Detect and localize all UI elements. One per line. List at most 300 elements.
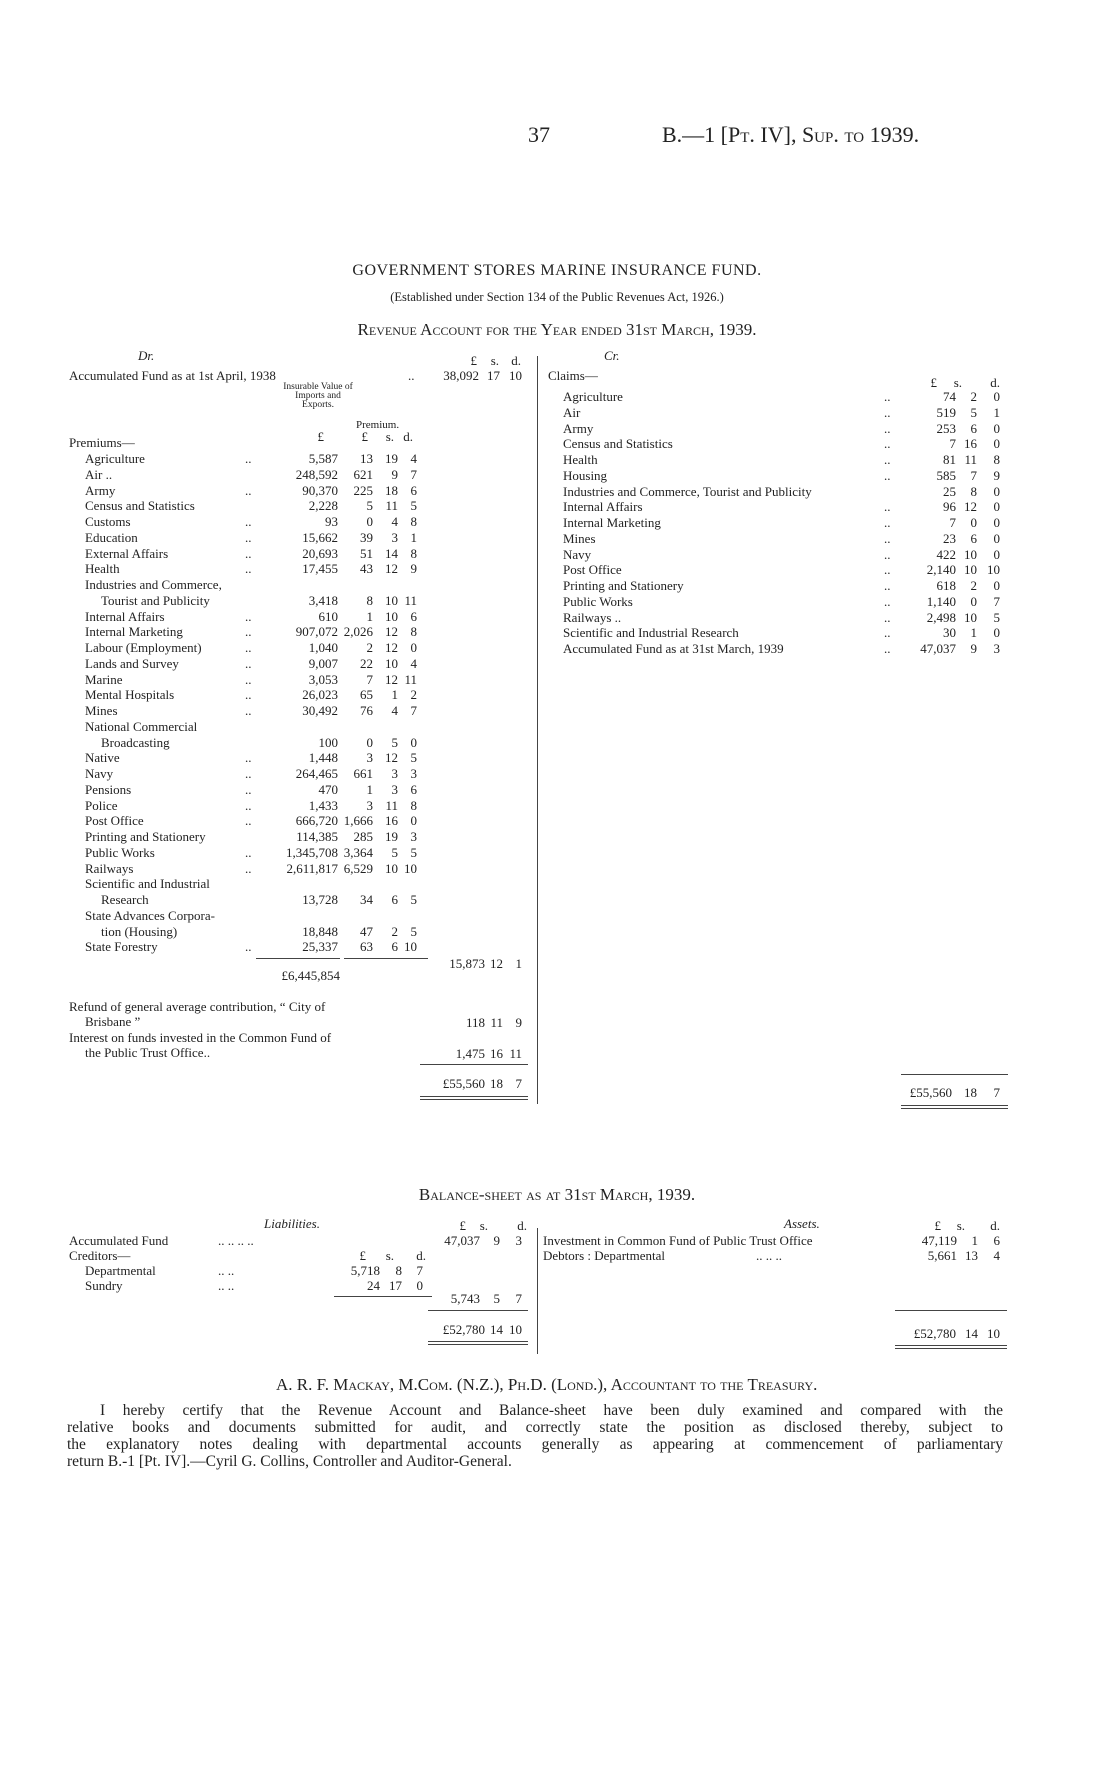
premium-pounds: 1	[366, 609, 373, 624]
claim-pounds: 1,140	[926, 594, 956, 609]
accumulated-fund-dots: .. .. .. ..	[218, 1233, 254, 1248]
premium-insurable-value: 17,455	[302, 561, 338, 576]
claims-label: Claims—	[548, 368, 598, 383]
premium-item-name: Railways	[85, 861, 134, 876]
claim-item-dots: ..	[884, 625, 891, 640]
premium-item-name: Industries and Commerce,	[85, 577, 222, 592]
premium-pounds: 7	[366, 672, 373, 687]
premium-item-name-cont: tion (Housing)	[101, 924, 178, 939]
premium-insurable-value: 907,072	[295, 624, 338, 639]
premium-insurable-value: 25,337	[302, 939, 338, 954]
cr-head-d: d.	[990, 375, 1000, 390]
premium-item-name: Health	[85, 561, 120, 576]
debtors-shillings: 13	[965, 1248, 978, 1263]
accumulated-fund-shillings: 9	[493, 1233, 500, 1248]
interest-text-1: Interest on funds invested in the Common Fund of	[69, 1030, 332, 1045]
premium-pounds: 2	[366, 640, 373, 655]
dr-total-rule-bottom	[420, 1096, 528, 1097]
claim-item-dots: ..	[884, 515, 891, 530]
dr-label: Dr.	[138, 348, 155, 363]
departmental-pence: 7	[416, 1263, 423, 1278]
interest-pence: 11	[509, 1046, 522, 1061]
premium-item-name-cont: Research	[101, 892, 149, 907]
premium-shillings: 16	[385, 813, 398, 828]
claim-pounds: 23	[943, 531, 956, 546]
premium-item-name: Pensions	[85, 782, 132, 797]
certificate-line: return B.-1 [Pt. IV].—Cyril G. Collins, Controller and Auditor-General.	[67, 1453, 512, 1470]
premium-insurable-value: 1,433	[308, 798, 338, 813]
premium-item-dots: ..	[245, 687, 252, 702]
claim-pounds: 7	[949, 515, 956, 530]
premium-insurable-value: 114,385	[296, 829, 338, 844]
certificate-line: I hereby certify that the Revenue Account and Balance-sheet have been duly examined and compared with the	[100, 1402, 1003, 1419]
premium-shillings: 10	[385, 609, 398, 624]
sub-head-pound: £	[317, 429, 324, 444]
premium-item-name: Post Office	[85, 813, 144, 828]
premium-item-name: Agriculture	[85, 451, 145, 466]
premium-item-dots: ..	[245, 624, 252, 639]
claim-item-dots: ..	[884, 578, 891, 593]
premium-item-name: External Affairs	[85, 546, 169, 561]
claim-item-name: Internal Marketing	[563, 515, 661, 530]
premium-pence: 8	[410, 798, 417, 813]
claim-shillings: 16	[964, 436, 977, 451]
premium-pounds: 1	[366, 782, 373, 797]
claim-item-name: Agriculture	[563, 389, 623, 404]
claim-shillings: 6	[970, 531, 977, 546]
claim-item-dots: ..	[884, 641, 891, 656]
cr-total-pounds: £55,560	[909, 1085, 952, 1100]
premium-shillings: 12	[385, 624, 398, 639]
assets-total-shillings: 14	[965, 1326, 978, 1341]
premium-insurable-value: 610	[318, 609, 338, 624]
claim-shillings: 9	[970, 641, 977, 656]
premium-insurable-value: 93	[325, 514, 338, 529]
claim-item-name: Railways ..	[563, 610, 622, 625]
premium-total-pence: 1	[515, 956, 522, 971]
assets-label: Assets.	[784, 1216, 820, 1231]
premium-item-dots: ..	[245, 750, 252, 765]
claim-shillings: 8	[970, 484, 977, 499]
claim-pence: 8	[993, 452, 1000, 467]
claim-shillings: 7	[970, 468, 977, 483]
premium-item-dots: ..	[245, 656, 252, 671]
premium-insurable-value: 30,492	[302, 703, 338, 718]
premium-pounds: 621	[353, 467, 373, 482]
fund-subtitle: (Established under Section 134 of the Public Revenues Act, 1926.)	[390, 290, 724, 304]
premium-insurable-value: 264,465	[295, 766, 338, 781]
debtors-pence: 4	[993, 1248, 1000, 1263]
claim-pounds: 30	[943, 625, 956, 640]
claim-item-name: Mines	[563, 531, 596, 546]
claim-shillings: 6	[970, 421, 977, 436]
dr-head-d: d.	[511, 353, 521, 368]
premium-pounds: 8	[366, 593, 373, 608]
premium-pounds: 63	[360, 939, 373, 954]
premium-item-dots: ..	[245, 861, 252, 876]
cr-head-pound: £	[930, 375, 937, 390]
premium-shillings: 6	[391, 939, 398, 954]
premium-insurable-value: 20,693	[302, 546, 338, 561]
claim-pence: 5	[993, 610, 1000, 625]
revenue-divider	[537, 356, 538, 1104]
claim-item-dots: ..	[884, 562, 891, 577]
creditors-total-pence: 7	[515, 1291, 522, 1306]
claim-item-dots: ..	[884, 594, 891, 609]
claim-item-name: Accumulated Fund as at 31st March, 1939	[563, 641, 784, 656]
investment-pounds: 47,119	[921, 1233, 957, 1248]
premium-item-dots: ..	[245, 609, 252, 624]
premium-item-name: State Forestry	[85, 939, 158, 954]
claim-item-dots: ..	[884, 421, 891, 436]
claim-pence: 0	[993, 531, 1000, 546]
claim-item-dots: ..	[884, 531, 891, 546]
cr-total-rule-bottom	[901, 1105, 1008, 1106]
claim-shillings: 5	[970, 405, 977, 420]
liabilities-total-pounds: £52,780	[442, 1322, 485, 1337]
premium-pounds: 47	[360, 924, 373, 939]
claim-pence: 0	[993, 436, 1000, 451]
claim-item-name: Public Works	[563, 594, 633, 609]
premium-item-dots: ..	[245, 561, 252, 576]
balance-divider	[537, 1228, 538, 1354]
premium-insurable-value: 1,040	[308, 640, 338, 655]
premium-item-name: Native	[85, 750, 120, 765]
fund-title: GOVERNMENT STORES MARINE INSURANCE FUND.	[352, 262, 762, 279]
premium-item-dots: ..	[245, 798, 252, 813]
premium-shillings: 19	[385, 829, 398, 844]
premium-pounds: 2,026	[343, 624, 373, 639]
premium-shillings: 6	[391, 892, 398, 907]
premium-insurable-value: 5,587	[308, 451, 338, 466]
premium-item-dots: ..	[245, 451, 252, 466]
liabilities-label: Liabilities.	[264, 1216, 320, 1231]
premium-item-dots: ..	[245, 640, 252, 655]
claim-item-dots: ..	[884, 610, 891, 625]
opening-dots: ..	[408, 368, 415, 383]
claim-pounds: 585	[936, 468, 956, 483]
claim-item-dots: ..	[884, 405, 891, 420]
asset-total-rule-bottom-2	[895, 1348, 1007, 1349]
premium-pounds: 43	[360, 561, 373, 576]
claim-pounds: 253	[936, 421, 956, 436]
debtors-dots: .. .. ..	[756, 1248, 782, 1263]
opening-balance-pence: 10	[509, 368, 522, 383]
sub-head-s: s.	[385, 429, 394, 444]
claim-item-name: Army	[563, 421, 594, 436]
claim-item-dots: ..	[884, 499, 891, 514]
premium-shillings: 3	[391, 782, 398, 797]
premium-item-dots: ..	[245, 813, 252, 828]
premium-pence: 6	[410, 483, 417, 498]
premium-pounds: 51	[360, 546, 373, 561]
liab-head-pound: £	[459, 1218, 466, 1233]
dr-head-pound: £	[470, 353, 477, 368]
premium-shillings: 9	[391, 467, 398, 482]
asset-head-pound: £	[934, 1218, 941, 1233]
premium-pence: 4	[410, 451, 417, 466]
premium-pence: 5	[410, 892, 417, 907]
claim-shillings: 2	[970, 578, 977, 593]
premium-item-name: National Commercial	[85, 719, 198, 734]
balance-heading: Balance-sheet as at 31st March, 1939.	[418, 1185, 696, 1204]
premium-pounds: 225	[353, 483, 373, 498]
claim-pence: 7	[993, 594, 1000, 609]
premium-total-pounds: 15,873	[449, 956, 485, 971]
cr-total-rule-bottom-2	[901, 1108, 1008, 1109]
premium-insurable-value: 18,848	[302, 924, 338, 939]
claim-pence: 3	[993, 641, 1000, 656]
creditors-head-d: d.	[416, 1248, 426, 1263]
premium-item-name: Printing and Stationery	[85, 829, 206, 844]
claim-item-dots: ..	[884, 452, 891, 467]
premium-pence: 0	[410, 735, 417, 750]
premium-pounds: 0	[366, 514, 373, 529]
premium-item-name: Public Works	[85, 845, 155, 860]
premium-shillings: 11	[385, 498, 398, 513]
premium-pence: 11	[404, 672, 417, 687]
certificate-line: the explanatory notes dealing with departmental accounts generally as appearing at commencement of parliamentary	[67, 1436, 1003, 1453]
premium-total-shillings: 12	[490, 956, 503, 971]
certificate-line: relative books and documents submitted for audit, and correctly state the position as disclosed thereby, subject to	[67, 1419, 1003, 1436]
claim-shillings: 12	[964, 499, 977, 514]
page-reference: B.—1 [Pt. IV], Sup. to 1939.	[662, 122, 920, 147]
refund-shillings: 11	[490, 1015, 503, 1030]
premium-shillings: 4	[391, 703, 398, 718]
premium-pence: 4	[410, 656, 417, 671]
premium-shillings: 1	[391, 687, 398, 702]
sundry-pounds: 24	[367, 1278, 380, 1293]
claim-pounds: 96	[943, 499, 956, 514]
claim-item-name: Internal Affairs	[563, 499, 643, 514]
claim-item-name: Printing and Stationery	[563, 578, 684, 593]
premium-item-name: Navy	[85, 766, 114, 781]
premium-shillings: 3	[391, 530, 398, 545]
claim-pounds: 47,037	[920, 641, 956, 656]
refund-text-1: Refund of general average contribution, “ City of	[69, 999, 326, 1014]
claim-shillings: 2	[970, 389, 977, 404]
premium-insurable-value: 2,228	[308, 498, 338, 513]
claim-item-dots: ..	[884, 436, 891, 451]
dr-total-shillings: 18	[490, 1076, 503, 1091]
liabilities-total-pence: 10	[509, 1322, 522, 1337]
premium-insurable-value: 26,023	[302, 687, 338, 702]
opening-balance-label: Accumulated Fund as at 1st April, 1938	[69, 368, 276, 383]
premium-item-name-cont: Broadcasting	[101, 735, 170, 750]
claim-pence: 0	[993, 421, 1000, 436]
accountant-signature: A. R. F. Mackay, M.Com. (N.Z.), Ph.D. (Lond.), Accountant to the Treasury.	[276, 1375, 818, 1394]
sub-head-prem-pound: £	[361, 429, 368, 444]
premium-pounds: 65	[360, 687, 373, 702]
premium-shillings: 10	[385, 593, 398, 608]
premium-pounds: 661	[353, 766, 373, 781]
premium-pounds: 76	[360, 703, 373, 718]
premium-item-dots: ..	[245, 782, 252, 797]
opening-balance-shillings: 17	[487, 368, 500, 383]
accumulated-fund-pounds: 47,037	[444, 1233, 480, 1248]
premium-item-name: Marine	[85, 672, 123, 687]
premium-shillings: 2	[391, 924, 398, 939]
departmental-dots: .. ..	[218, 1263, 235, 1278]
premium-pence: 5	[410, 750, 417, 765]
premium-pence: 8	[410, 546, 417, 561]
premium-item-name: Labour (Employment)	[85, 640, 202, 655]
premium-pounds: 3,364	[343, 845, 373, 860]
premium-pence: 6	[410, 609, 417, 624]
premium-item-dots: ..	[245, 939, 252, 954]
claim-pounds: 7	[949, 436, 956, 451]
premium-pence: 7	[410, 467, 417, 482]
premium-shillings: 10	[385, 861, 398, 876]
premium-item-name-cont: Tourist and Publicity	[101, 593, 210, 608]
cr-head-s: s.	[953, 375, 962, 390]
claim-pounds: 2,140	[926, 562, 956, 577]
departmental-label: Departmental	[85, 1263, 156, 1278]
premium-pence: 3	[410, 766, 417, 781]
claim-item-name: Housing	[563, 468, 608, 483]
premium-shillings: 5	[391, 735, 398, 750]
cr-total-rule-top	[901, 1074, 1008, 1075]
premium-item-dots: ..	[245, 530, 252, 545]
sundry-shillings: 17	[389, 1278, 402, 1293]
claim-shillings: 0	[970, 594, 977, 609]
premium-insurable-value: 3,418	[308, 593, 338, 608]
claim-pounds: 618	[936, 578, 956, 593]
premium-item-name: Education	[85, 530, 138, 545]
claim-item-name: Post Office	[563, 562, 622, 577]
claim-pence: 0	[993, 515, 1000, 530]
departmental-shillings: 8	[395, 1263, 402, 1278]
sundry-pence: 0	[416, 1278, 423, 1293]
premium-pounds: 3	[366, 798, 373, 813]
premium-pence: 8	[410, 624, 417, 639]
premium-pounds: 6,529	[343, 861, 373, 876]
premium-insurable-value: 90,370	[302, 483, 338, 498]
premium-pence: 7	[410, 703, 417, 718]
premium-pounds: 3	[366, 750, 373, 765]
premium-pence: 2	[410, 687, 417, 702]
premium-pence: 9	[410, 561, 417, 576]
accumulated-fund-pence: 3	[515, 1233, 522, 1248]
premium-pounds: 22	[360, 656, 373, 671]
premium-pounds: 0	[366, 735, 373, 750]
premium-item-name: Mental Hospitals	[85, 687, 175, 702]
claim-item-name: Industries and Commerce, Tourist and Publicity	[563, 484, 812, 499]
dr-total-pounds: £55,560	[442, 1076, 485, 1091]
premium-pence: 8	[410, 514, 417, 529]
premium-item-name: Army	[85, 483, 116, 498]
premium-insurable-value: 9,007	[308, 656, 338, 671]
creditors-total-shillings: 5	[493, 1291, 500, 1306]
claim-pence: 9	[993, 468, 1000, 483]
claim-item-name: Health	[563, 452, 598, 467]
liab-head-s: s.	[479, 1218, 488, 1233]
sub-head-d: d.	[403, 429, 413, 444]
claim-pounds: 25	[943, 484, 956, 499]
claim-shillings: 0	[970, 515, 977, 530]
premium-item-name: Internal Marketing	[85, 624, 183, 639]
premium-pounds: 39	[360, 530, 373, 545]
refund-text-2: Brisbane ”	[85, 1014, 141, 1029]
premium-shillings: 12	[385, 672, 398, 687]
premium-insurable-value: 2,611,817	[286, 861, 338, 876]
claim-shillings: 10	[964, 610, 977, 625]
premium-insurable-value: 100	[318, 735, 338, 750]
revenue-heading: Revenue Account for the Year ended 31st March, 1939.	[357, 320, 757, 339]
premium-shillings: 3	[391, 766, 398, 781]
asset-total-rule-bottom	[895, 1345, 1007, 1346]
claim-pence: 0	[993, 499, 1000, 514]
opening-balance-pounds: 38,092	[443, 368, 479, 383]
claim-pence: 0	[993, 484, 1000, 499]
liab-total-rule-bottom-2	[428, 1344, 528, 1345]
claim-item-name: Navy	[563, 547, 592, 562]
premium-pence: 5	[410, 498, 417, 513]
premium-pence: 0	[410, 813, 417, 828]
assets-total-pence: 10	[987, 1326, 1000, 1341]
premium-pounds: 285	[353, 829, 373, 844]
premium-pence: 5	[410, 924, 417, 939]
creditors-label: Creditors—	[69, 1248, 131, 1263]
interest-shillings: 16	[490, 1046, 503, 1061]
investment-pence: 6	[993, 1233, 1000, 1248]
interest-text-2: the Public Trust Office..	[85, 1045, 211, 1060]
premium-item-dots: ..	[245, 546, 252, 561]
premium-shillings: 11	[385, 798, 398, 813]
claim-pence: 0	[993, 578, 1000, 593]
claim-item-dots: ..	[884, 389, 891, 404]
claim-pence: 0	[993, 547, 1000, 562]
liab-total-rule-bottom	[428, 1341, 528, 1342]
premium-item-name: Census and Statistics	[85, 498, 195, 513]
premium-shillings: 12	[385, 640, 398, 655]
premium-item-dots: ..	[245, 514, 252, 529]
premium-shillings: 10	[385, 656, 398, 671]
page-number: 37	[528, 122, 550, 147]
dr-head-s: s.	[490, 353, 499, 368]
premium-item-name: Customs	[85, 514, 131, 529]
premium-insurable-value: 1,448	[308, 750, 338, 765]
creditors-total-pounds: 5,743	[450, 1291, 480, 1306]
dr-total-pence: 7	[515, 1076, 522, 1091]
premium-shillings: 12	[385, 750, 398, 765]
premium-pence: 10	[404, 939, 417, 954]
premium-item-name: Police	[85, 798, 118, 813]
premium-item-name: Internal Affairs	[85, 609, 165, 624]
premium-pence: 5	[410, 845, 417, 860]
claim-item-name: Scientific and Industrial Research	[563, 625, 739, 640]
refund-pounds: 118	[465, 1015, 485, 1030]
investment-shillings: 1	[971, 1233, 978, 1248]
premium-shillings: 18	[385, 483, 398, 498]
asset-head-s: s.	[956, 1218, 965, 1233]
claim-shillings: 10	[964, 547, 977, 562]
premium-item-name: State Advances Corpora-	[85, 908, 215, 923]
claim-item-dots: ..	[884, 547, 891, 562]
premium-shillings: 19	[385, 451, 398, 466]
claim-item-name: Air	[563, 405, 581, 420]
cr-label: Cr.	[604, 348, 620, 363]
premium-pence: 0	[410, 640, 417, 655]
premium-insurable-value: 15,662	[302, 530, 338, 545]
premium-pounds: 1,666	[343, 813, 373, 828]
premium-pounds: 13	[360, 451, 373, 466]
premium-pence: 6	[410, 782, 417, 797]
premium-pounds: 5	[366, 498, 373, 513]
claim-item-dots: ..	[884, 468, 891, 483]
claim-pounds: 2,498	[926, 610, 956, 625]
accumulated-fund-label: Accumulated Fund	[69, 1233, 169, 1248]
